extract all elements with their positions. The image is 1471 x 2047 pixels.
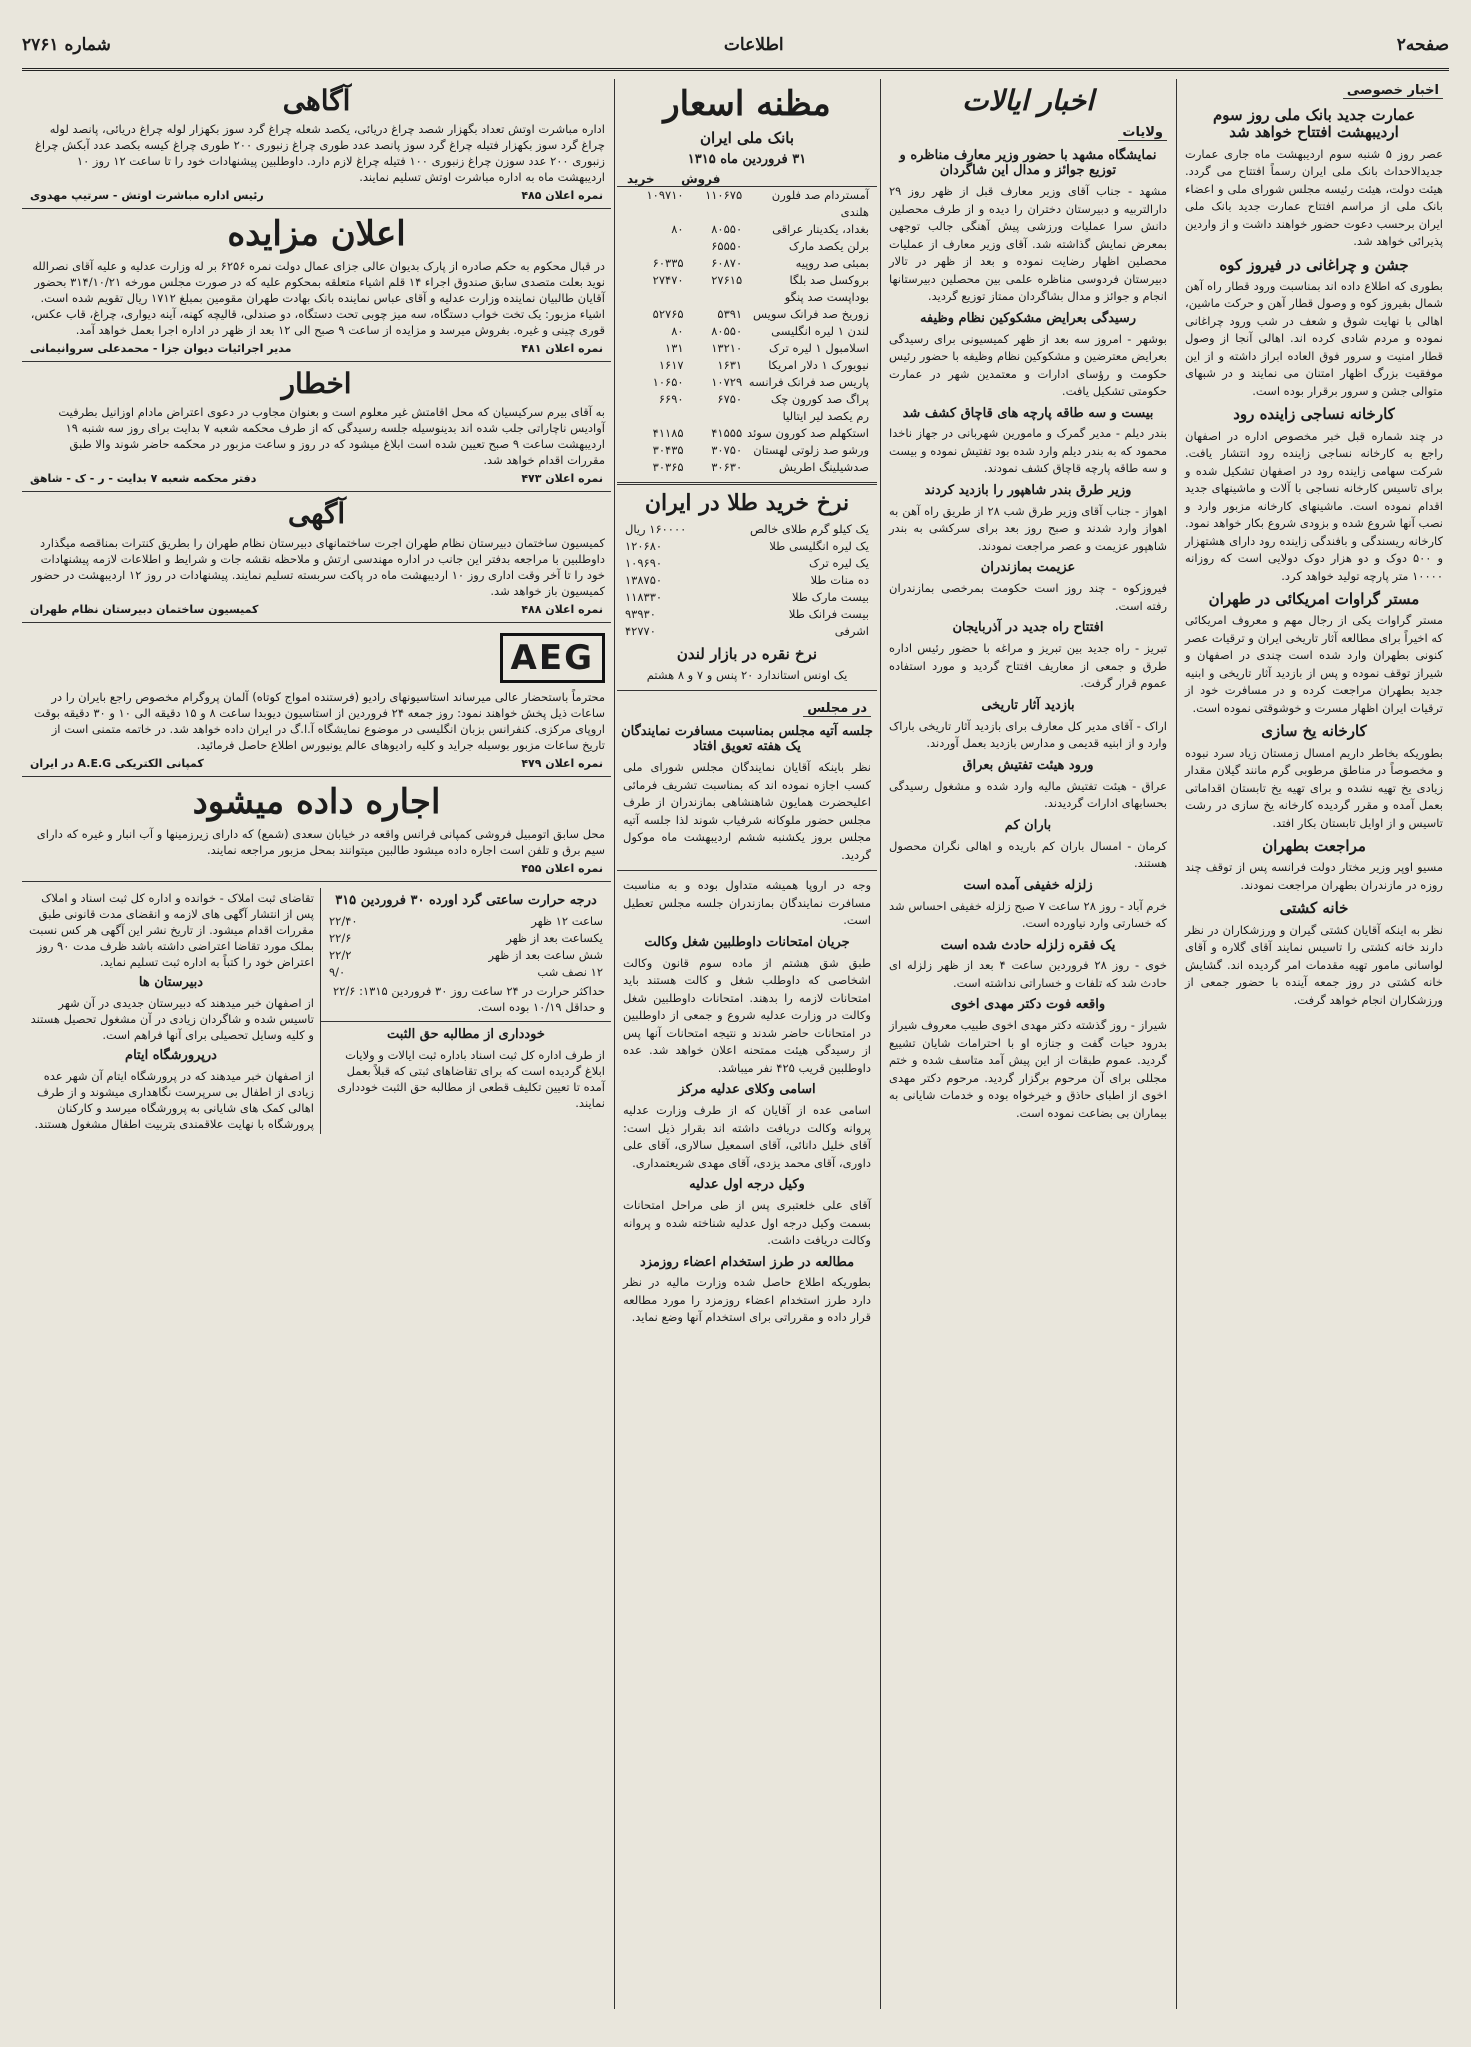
notice-title: اجاره داده میشود [192,781,441,822]
rate-row-sell: ۶۰۸۷۰ [711,256,743,271]
rate-row-buy: ۴۱۱۸۵ [652,426,684,441]
gold-row-price: ۹۳۹۳۰ [625,606,656,621]
headline: افتتاح راه جدید در آذربایجان [952,620,1104,636]
headline: زلزله خفیفی آمده است [963,877,1093,893]
headline: مراجعت بطهران [1262,837,1366,855]
headline: کارخانه یخ سازی [1261,722,1367,741]
notice-text: محترماً باستحضار عالی میرساند استاسیونهای رادیو (فرستنده امواج کوتاه) آلمان پروگرام مخصوص راجع بایران را در ساعات ذیل پخش خواهند نمود: روز جمعه ۲۴ فروردین از استاسیون دیوبدا ساعت ۸ و ۱۵ دقیقه الی ۱۰ و ۳۰ دقیقه بوقت اروپای مرکزی. کنفرانس بزبان انگلیسی در موضوع نمایشگاه آ.ا.گ در ایران داده خواهد شد. در خاتمه متمنی است از تاریخ ساعات مزبور بوسیله جراید و کلیه رادیوهای عالم یونیورس اطلاع حاصل فرمائید. [33,689,605,752]
section-logo-title: اخبار ایالات [962,84,1094,117]
headline: عمارت جدید بانک ملی روز سوم اردیبهشت افتتاح خواهد شد [1212,106,1416,142]
headline: وکیل درجه اول عدلیه [689,1177,805,1193]
divider [321,1021,611,1022]
notice-number: نمره اعلان ۴۸۵ [521,189,603,203]
rate-row [617,306,877,323]
divider [22,881,611,882]
headline: جلسه آتیه مجلس بمناسبت مسافرت نمایندگان یک هفته تعویق افتاد [621,724,873,755]
notice-footer [22,757,611,770]
notice-signature: رئیس اداره مباشرت اوتش - سرتیپ مهدوی [30,189,264,203]
rate-row-buy: ۲۷۴۷۰ [652,273,684,288]
masthead [22,28,1449,71]
rate-row-name: نیویورک ۱ دلار امریکا [768,358,869,373]
article-text: خرم آباد - روز ۲۸ ساعت ۷ صبح زلزله خفیفی احساس شد که خسارتی وارد نیاورده است. [889,898,1167,930]
rate-row-name: استکهلم صد کورون سوئد [747,426,869,441]
rate-row [617,272,877,289]
rate-row [617,289,877,306]
rate-row-buy: ۱۰۶۵۰ [652,375,684,390]
gold-row [617,589,877,606]
rate-row-buy [625,289,684,306]
article-text: خوی - روز ۲۸ فروردین ساعت ۴ بعد از ظهر زلزله ای حادث شد که تلفات و خساراتی نداشته است. [889,958,1168,990]
rate-row-name: بمبئی صد روپیه [795,256,869,271]
temp-row-label: ۱۲ نصف شب [537,964,603,979]
rate-row-name: لندن ۱ لیره انگلیسی [771,324,869,339]
article-text: عصر روز ۵ شنبه سوم اردیبهشت ماه جاری عمارت جدیدالاحداث بانک ملی ایران رسماً افتتاح می گردد. هیئت دولت، هیئت رئیسه مجلس شورای ملی و اعضاء بانک ملی از مراسم افتتاح عمارت جدید بانک ملی ایران برحسب دعوت حضور خواهند داشت و از واردین پذیرائی خواهد شد. [1185,146,1443,248]
article-text: مسیو اوپر وزیر مختار دولت فرانسه پس از توقف چند روزه در مازندران بطهران مراجعت نمودند. [1185,860,1443,892]
article-text: نظر باینکه آقایان نمایندگان مجلس شورای ملی کسب اجازه نموده اند که بمناسبت تشریف فرمائی اعلیحضرت همایون شاهنشاهی بمازندران از طرف مجلس حضور ملوکانه شرفیاب شوند لذا جلسه آتیه مجلس بروز یکشنبه ششم اردیبهشت ماه موکول گردید. [623,760,871,862]
rate-row-sell: ۱۰۷۲۹ [711,375,743,390]
temp-list [321,913,611,981]
article-text: اراک - آقای مدیر کل معارف برای بازدید آثار تاریخی باراک وارد و از ابنیه قدیمی و مدارس بازدید بعمل آوردند. [889,718,1167,751]
gold-row-price: ۱۱۸۳۳۰ [625,589,663,604]
headline: نمایشگاه مشهد با حضور وزیر معارف مناظره و توزیع جوائز و مدال این شاگردان [899,148,1157,179]
rate-row-sell: ۱۶۳۱ [717,358,743,373]
rate-row-sell: ۶۵۵۵۰ [711,239,743,254]
rate-row-name: پاریس صد فرانک فرانسه [748,375,869,390]
gold-row-name: ده منات طلا [810,572,869,587]
notice-footer [22,342,611,355]
headline: یک فقره زلزله حادث شده است [940,937,1116,953]
headline: واقعه فوت دکتر مهدی اخوی [950,997,1106,1013]
divider [22,361,611,362]
gold-row-name: یک لیره ترک [809,555,869,570]
rate-row-sell: ۳۰۷۵۰ [711,443,743,458]
rate-row-buy [625,238,684,255]
column-provinces-news [883,79,1173,2009]
article-text: بطوری که اطلاع داده اند بمناسبت ورود قطار راه آهن شمال بفیروز کوه و وصول قطار آهن و حرکت ماشین، اهالی با نهایت شوق و شعف در شب ورود چراغانی نموده و مردم شادی کرده اند. اهالی آنجا از وصول قطار امنیت و سرور فوق العاده ابراز داشته و از این موفقیت بزرگ اظهار امتنان می نمایند و در شبهای متوالی جشن و سرور برقرار بوده است. [1185,278,1443,398]
rate-row-name: بغداد، یکدینار عراقی [772,222,869,237]
rates-list [617,187,877,476]
article-text: وجه در اروپا همیشه متداول بوده و به مناسبت مسافرت نمایندگان بمازندران جلسه مجلس تعطیل است. [623,878,871,928]
notice-footer [22,603,611,616]
rate-row-name: ورشو صد زلوتی لهستان [753,443,869,458]
notice-footer [22,862,611,875]
gold-row [617,555,877,572]
article-text: در چند شماره قبل خبر مخصوص اداره در اصفهان راجع به کارخانه نساجی زاینده رود انتشار یافت. شرکت سهامی زاینده رود در اصفهان تشکیل شده و برای تاسیس کارخانه نساجی با آلات و ماشینهای جدید اقدام نموده است. ماشینهای کارخانه مزبور وارد و نصب آنها شروع شده و بزودی شروع بکار خواهد نمود. کارخانه ریسندگی و بافندگی زاینده رود دارای هشتهزار و ۵۰۰ دوک و دو هزار دوک دولایی است که روزانه ۱۰۰۰۰ متر پارچه تولید خواهد کرد. [1185,428,1443,583]
rate-row-buy: ۸۰ [671,324,684,339]
rates-header [617,172,877,187]
headline: خانه کشتی [1279,899,1349,918]
notice-number: نمره اعلان ۴۷۹ [521,756,603,770]
divider [617,690,877,691]
headline: بیست و سه طاقه پارچه های قاچاق کشف شد [902,405,1154,421]
rate-row-buy: ۱۰۹۷۱۰ [646,188,684,203]
rate-row-buy: ۱۶۱۷ [658,358,684,373]
section-private-news: اخبار خصوصی [1343,83,1443,99]
rate-row-name: بروکسل صد بلگا [789,273,869,288]
article-text: آقای علی خلعتبری پس از طی مراحل امتحانات بسمت وکیل درجه اول عدلیه شناخته شده و پروانه وکالت دریافت داشت. [623,1198,871,1248]
article-text: عراق - هیئت تفتیش مالیه وارد شده و مشغول رسیدگی بحسابهای ادارات گردیدند. [889,778,1167,811]
rate-row-sell [684,289,743,306]
article-text: تقاضای ثبت املاک - خوانده و اداره کل ثبت اسناد و املاک پس از انتشار آگهی های لازمه و انقضای مدت قانونی طبق مقررات اقدام میشود. از تاریخ نشر این آگهی هر کس نسبت بملک مورد تقاضا اعتراضی داشته باشد ظرف مدت ۹۰ روز اعتراض خود را کتباً به اداره ثبت تسلیم نماید. [28,890,314,969]
headline: وزیر طرق بندر شاهپور را بازدید کردند [924,482,1132,498]
temp-row [321,930,611,947]
rates-title: مظنه اسعار [663,84,831,124]
column-divider [614,79,615,2009]
headline: درپرورشگاه ایتام [125,1047,217,1063]
gold-row-price: ۴۲۷۷۰ [625,623,656,638]
rate-row-buy: ۸۰ [671,222,684,237]
rate-row-name: زوریخ صد فرانک سویس [752,307,869,322]
gold-row-name: بیست مارک طلا [791,589,869,604]
rate-row-sell: ۲۷۶۱۵ [711,273,743,288]
rate-row [617,408,877,425]
article-text: از اصفهان خبر میدهند که دبیرستان جدیدی در آن شهر تاسیس شده و شاگردان زیادی در آن مشغول تحصیل هستند و کلیه وسایل تحصیلی برای آنها فراهم است. [30,995,314,1042]
rate-row-name: آمستردام صد فلورن هلندی [771,188,869,220]
notice-signature: دفتر محکمه شعبه ۷ بدایت - ر - ک - شاهق [30,472,257,486]
headline: باران کم [1004,817,1052,833]
rate-row [617,391,877,408]
column-divider [1176,79,1177,2009]
headline: خودداری از مطالبه حق الثبت [387,1026,545,1042]
rate-row-buy: ۶۰۳۳۵ [652,256,684,271]
temp-row-value: ۲۲/۴۰ [329,913,358,928]
bank-name: بانک ملی ایران [699,129,795,148]
gold-row-price: ۱۶۰۰۰۰ ریال [625,521,687,536]
column-notices [22,79,611,2009]
rate-row-name: صدشیلینگ اطریش [778,460,869,475]
columns [22,79,1449,2009]
rate-row-buy: ۱۳۱ [665,341,684,356]
article-text: از اصفهان خبر میدهند که در پرورشگاه ایتام آن شهر عده زیادی از اطفال بی سرپرست نگاهداری میشوند و از طرف اهالی کمک های شایانی به پرورشگاه میرسد و کارکنان پرورشگاه با نهایت علاقمندی بتربیت اطفال مشغول هستند. [34,1068,314,1131]
headline: مطالعه در طرز استخدام اعضاء روزمزد [639,1254,855,1270]
temp-row-label: شش ساعت بعد از ظهر [488,947,603,962]
divider [617,482,877,485]
rate-row [617,357,877,374]
article-text: بوشهر - امروز سه بعد از ظهر کمیسیونی برای رسیدگی بعرایض معترضین و مشکوکین نظام وظیفه با حضور رئیس حکومت و رؤسای ادارات و معتمدین شهر در عمارت حکومتی تشکیل یافت. [889,331,1167,398]
notice-number: نمره اعلان ۴۸۱ [521,342,603,356]
gold-row [617,538,877,555]
notice-signature: مدیر اجرائیات دیوان جزا - محمدعلی سروانیمانی [30,342,292,356]
section-provinces: ولایات [1118,125,1167,141]
rate-row-name: اسلامبول ۱ لیره ترک [769,341,869,356]
temp-row-value: ۲۲/۶ [329,930,352,945]
rate-row-sell: ۶۷۵۰ [717,392,743,407]
rate-row [617,187,877,221]
column-divider [880,79,881,2009]
notice-text: کمیسیون ساختمان دبیرستان نظام طهران اجرت ساختمانهای دبیرستان نظام طهران را بطریق کنترات بمناقصه میگذارد داوطلبین با مراجعه بدفتر این جانب در اداره مهندسی ارتش و ملاحظه نقشه جات و شرایط و اطلاعات لازمه پیشنهادات خود را تا آخر وقت اداری روز ۱۰ اردیبهشت ماه در پاکت سربسته تسلیم نمایند. پیشنهادات در روز ۱۲ اردیبهشت در حضور کمیسیون باز خواهد شد. [31,535,605,598]
rate-row-sell: ۳۰۶۳۰ [711,460,743,475]
notice-footer [22,189,611,202]
gold-row-price: ۱۲۰۶۸۰ [625,538,663,553]
headline: اسامی وکلای عدلیه مرکز [678,1082,816,1098]
article-text: نظر به اینکه آقایان کشتی گیران و ورزشکاران در نظر دارند خانه کشتی را تاسیس نمایند آقای گلاره و آقای لواسانی مامور تهیه مقدمات امر گردیده اند. گشایش خانه کشتی در روز جمعه آینده با حضور جمعی از ورزشکاران انجام خواهد گرفت. [1185,922,1443,1007]
article-text: کرمان - امسال باران کم باریده و اهالی نگران محصول هستند. [889,838,1167,871]
sell-header: فروش [681,172,721,187]
headline: رسیدگی بعرایض مشکوکین نظام وظیفه [919,310,1137,326]
notice-number: نمره اعلان ۴۷۳ [521,472,603,486]
gold-row [617,521,877,538]
rate-row [617,221,877,238]
divider [22,491,611,492]
rate-row-buy: ۶۶۹۰ [658,392,684,407]
bottom-right-block [320,888,611,1134]
rate-row-buy: ۵۲۷۶۵ [652,307,684,322]
headline: دبیرستان ها [138,974,204,990]
notice-footer [22,472,611,485]
rate-row-buy: ۳۰۳۶۵ [652,460,684,475]
rate-row-sell: ۱۳۲۱۰ [711,341,743,356]
notice-title: اخطار [281,367,352,401]
rate-row-sell: ۸۰۵۵۰ [711,324,743,339]
rate-row-name: رم یکصد لیر ایتالیا [782,409,869,424]
issue-label: شماره ۲۷۶۱ [22,35,111,55]
rate-row-sell: ۴۱۵۵۵ [711,426,743,441]
rate-row-name: بوداپست صد پنگو [784,290,869,305]
rate-row-name: برلن یکصد مارک [788,239,869,254]
headline: عزیمت بمازندران [980,560,1076,576]
temp-row-value: ۹/۰ [329,964,346,979]
rate-row [617,340,877,357]
headline: ورود هیئت تفتیش بعراق [962,757,1094,773]
paper-name: اطلاعات [723,35,784,55]
notice-text: به آقای بیرم سرکیسیان که محل اقامتش غیر معلوم است و بعنوان مجاوب در دعوی اعتراض مادام اوزانیل بطرفیت آوادیس ناچاراتی جلب شده اند بدینوسیله جلسه رسیدگی که از طرف محکمه شعبه ۷ بدایت برای روز سه شنبه ۱۹ اردیبهشت ساعت ۹ صبح تعیین شده است ابلاغ میشود که در روز و ساعت مزبور در محکمه حاضر شوند والا طبق مقررات اقدام خواهد شد. [58,405,605,468]
rates-date: ۳۱ فروردین ماه ۱۳۱۵ [687,152,807,168]
divider [617,870,877,871]
notice-title: آگاهی [282,84,351,117]
rate-row [617,238,877,255]
divider [22,776,611,777]
gold-row [617,606,877,623]
article-text: بطوریکه بخاطر داریم امسال زمستان زیاد سرد نبوده و مخصوصاً در مناطق مرطوبی گرم مانند گیلان مقدار زیادی یخ تهیه نشده و برای تهیه یخ تابستان اقداماتی بعمل آمده و مقرر گردیده کارخانه یخ سازی در رشت تاسیس و از اوایل تابستان بکار افتد. [1185,745,1443,830]
rate-row-sell [684,408,743,425]
page-label: صفحه۲ [1396,35,1449,55]
temp-note: حداکثر حرارت در ۲۴ ساعت روز ۳۰ فروردین ۱۳۱۵: ۲۲/۶ و حداقل ۱۰/۱۹ بوده است. [333,983,605,1014]
rate-row-buy: ۳۰۴۳۵ [652,443,684,458]
rate-row-buy [625,408,684,425]
aeg-ad [22,629,611,687]
article-text: اسامی عده از آقایان که از طرف وزارت عدلیه پروانه وکالت دریافت داشته اند بقرار ذیل است: آقای خلیل دانائی، آقای اسمعیل سالاری، آقای علی داوری، آقای محمد یزدی، آقای مهدی شریعتمداری. [623,1103,871,1170]
rate-row-sell: ۵۳۹۱ [717,307,743,322]
rate-row [617,255,877,272]
headline: جشن و چراغانی در فیروز کوه [1219,255,1409,274]
headline: کارخانه نساجی زاینده رود [1233,405,1395,424]
temp-row [321,913,611,930]
article-text: اهواز - جناب آقای وزیر طرق شب ۲۸ از طریق راه آهن به اهواز وارد شدند و صبح روز بعد برای سرکشی به بندر شاهپور عزیمت و عصر مراجعت نمودند. [889,503,1167,553]
article-text: تبریز - راه جدید بین تبریز و مراغه با حضور رئیس اداره طرق و جمعی از معاریف افتتاح گردید و مورد استفاده عموم قرار گرفت. [889,641,1167,691]
gold-row-name: یک لیره انگلیسی طلا [769,538,869,553]
rate-row [617,459,877,476]
rate-row [617,323,877,340]
rate-row [617,442,877,459]
headline: مستر گراوات امریکائی در طهران [1208,590,1420,608]
gold-row-name: یک کیلو گرم طلای خالص [750,521,869,536]
rate-row-sell: ۱۱۰۶۷۵ [705,188,743,203]
divider [22,622,611,623]
article-text: طبق شق هشتم از ماده سوم قانون وکالت اشخاصی که داوطلب شغل و کالت هستند باید امتحانات لازمه را بدهند. امتحانات داوطلبین شغل وکالت در وزارت عدلیه شروع و جمعی از داوطلبین در امتحانات حاضر شدند و نتیجه امتحانات آنها پس از رسیدگی هیئت ممتحنه اعلان خواهد شد. عده داوطلبین قریب ۴۲۵ نفر میباشد. [623,955,871,1075]
notice-text: محل سابق اتومبیل فروشی کمپانی فرانس واقعه در خیابان سعدی (شمع) که دارای زیرزمینها و آب انبار و غیره که دارای سیم برق و تلفن است اجاره داده میشود طالبین میتوانند بمحل مزبور مراجعه نمایند. [36,826,605,857]
divider [22,208,611,209]
column-exchange-rates [617,79,877,2009]
gold-row-price: ۱۰۹۶۹۰ [625,555,663,570]
rate-row [617,425,877,442]
notice-text: اداره مباشرت اوتش تعداد بگهزار شصد چراغ دریائی، یکصد شعله چراغ گرد سوز بکهزار لوله چراغ دریائی، پانصد لوله چراغ گرد سوز بکهزار فتیله چراغ گرد سوز پانصد عدد طوری چراغ زنبوری ۲۰۰ طوری چراغ کیسه بکصد عدد آبکش چراغ زنبوری ۲۰۰ عدد سوزن چراغ زنبوری ۱۰۰ فتیله چراغ لازم دارد. داوطلبین پیشنهادات خود را تا ساعت ۱۲ روز ۱۰ اردیبهشت ماه به اداره مباشرت اوتش تسلیم نمایند. [34,122,605,185]
temp-row-label: یکساعت بعد از ظهر [506,930,603,945]
temp-row-label: ساعت ۱۲ ظهر [531,913,603,928]
notice-number: نمره اعلان ۴۸۸ [521,602,603,616]
article-text: فیروزکوه - چند روز است حکومت بمرخصی بمازندران رفته است. [889,581,1167,613]
article-text: مستر گراوات یکی از رجال مهم و معروف امریکائی که اخیراً برای مطالعه آثار تاریخی ایران و ترقیات عصر کنونی بطهران وارد شده است چندی در اصفهان و شیراز توقف نموده و پس از بازدید آثار تاریخی و ابنیه جدید بطهران مراجعت کرده و در مسافرت خود از ترقیات ایران اظهار مسرت و خوشوقتی نموده است. [1185,613,1443,715]
temp-row [321,964,611,981]
article-text: مشهد - جناب آقای وزیر معارف قبل از ظهر روز ۲۹ دارالتربیه و دبیرستان دختران را دیده و از طرف محصلین دانش سرا عملیات ورزشی پیش آهنگی جالب توجهی بمعرض نمایش گذاشته شد. آقای وزیر معارف از عملیات محصلین اظهار رضایت نموده و بعد از ظهر در تالار دبیرستان فردوسی مناظره علمی بین محصلین دبیرستانها انجام و جوائز و مدال بشاگردان ممتاز توزیع گردید. [889,184,1167,304]
headline: بازدید آثار تاریخی [981,697,1075,713]
rate-row [617,374,877,391]
silver-text: یک اونس استاندارد ۲۰ پنس و ۷ و ۸ هشتم [646,667,848,682]
rate-row-sell: ۸۰۵۵۰ [711,222,743,237]
silver-title: نرخ نقره در بازار لندن [676,644,818,663]
gold-row-name: بیست فرانک طلا [788,606,869,621]
bottom-left-block [22,888,320,1134]
gold-row-name: اشرفی [834,623,869,638]
temp-row [321,947,611,964]
section-majlis: در مجلس [803,701,871,717]
gold-title: نرخ خرید طلا در ایران [644,490,850,517]
rate-row-name: پراگ صد کورون چک [770,392,869,407]
notice-title: آگهی [287,497,346,531]
notice-text: در قبال محکوم به حکم صادره از پارک بدیوان عالی جزای عمال دولت نمره ۶۲۵۶ بر له وزارت عدلیه و علیه آقای نصرالله نوید بعلت متصدی سابق صندوق اجراء ۱۴ قلم اشیاء متعلقه بمحکوم علیه که در صورت مجلس مورخه ۳۱۴/۱۰/۲۱ بحضور آقایان طالبیان نماینده وزارت عدلیه و آقای عباس نماینده بانک بهادت طهران مقومین بمبلغ ۱۷۱۲ ریال تقویم شده است. اشیاء مزبور: یک تخت خواب دستگاه، سه میز چوبی تحت دستگاه، دو صندلی، قالیچه کهنه، آینه دیواری، چراغ، قاب عکس، قوری چینی و غیره. بفروش میرسد و مزایده از ساعت ۹ صبح الی ۱۲ بعد از ظهر در اداره اجرا بعمل خواهد آمد. [30,259,605,338]
article-text: از طرف اداره کل ثبت اسناد باداره ثبت ایالات و ولایات ابلاغ گردیده است که برای تقاضاهای ثبتی که قبلاً بعمل آمده تا تعیین تکلیف قطعی از مطالبه حق الثبت خودداری نمایند. [337,1047,605,1110]
bottom-notices [22,888,611,1134]
notice-signature: کمیسیون ساختمان دبیرستان نظام طهران [30,602,259,616]
notice-title: اعلان مزایده [227,214,406,255]
headline: جریان امتحانات داوطلبین شغل وکالت [644,934,850,950]
gold-row [617,623,877,640]
gold-list [617,521,877,640]
temp-title: درجه حرارت ساعتی گرد اورده ۳۰ فروردین ۳۱۵ [335,892,597,908]
column-private-news [1179,79,1449,2009]
temp-row-value: ۲۲/۲ [329,947,352,962]
notice-number: نمره اعلان ۴۵۵ [521,861,603,875]
article-text: بطوریکه اطلاع حاصل شده وزارت مالیه در نظر دارد طرز استخدام اعضاء روزمزد را مورد مطالعه قرار داده و مقرراتی برای استخدام آنها وضع نماید. [623,1275,871,1325]
notice-signature: کمپانی الکتریکی A.E.G در ایران [30,756,204,770]
article-text: بندر دیلم - مدیر گمرک و مامورین شهربانی در جهاز ناخدا محمود که به بندر دیلم وارد شده بود تفتیش نموده و بیست و سه طاقه پارچه قاچاق کشف نمودند. [889,426,1167,476]
aeg-logo: AEG [500,633,605,683]
gold-row [617,572,877,589]
buy-header: خرید [627,172,655,187]
article-text: شیراز - روز گذشته دکتر مهدی اخوی طبیب معروف شیراز بدرود حیات گفت و جنازه او با احترامات شایان تشییع گردید. عموم طبقات از این پیش آمد متاسف شده و ختم مجللی برای آن مرحوم برگزار گردید. مرحوم دکتر مهدی اخوی از اطبای حاذق و خیرخواه بوده و خدمات شایانی به بیماران بی بضاعت نموده است. [889,1018,1167,1120]
gold-row-price: ۱۳۸۷۵۰ [625,572,663,587]
